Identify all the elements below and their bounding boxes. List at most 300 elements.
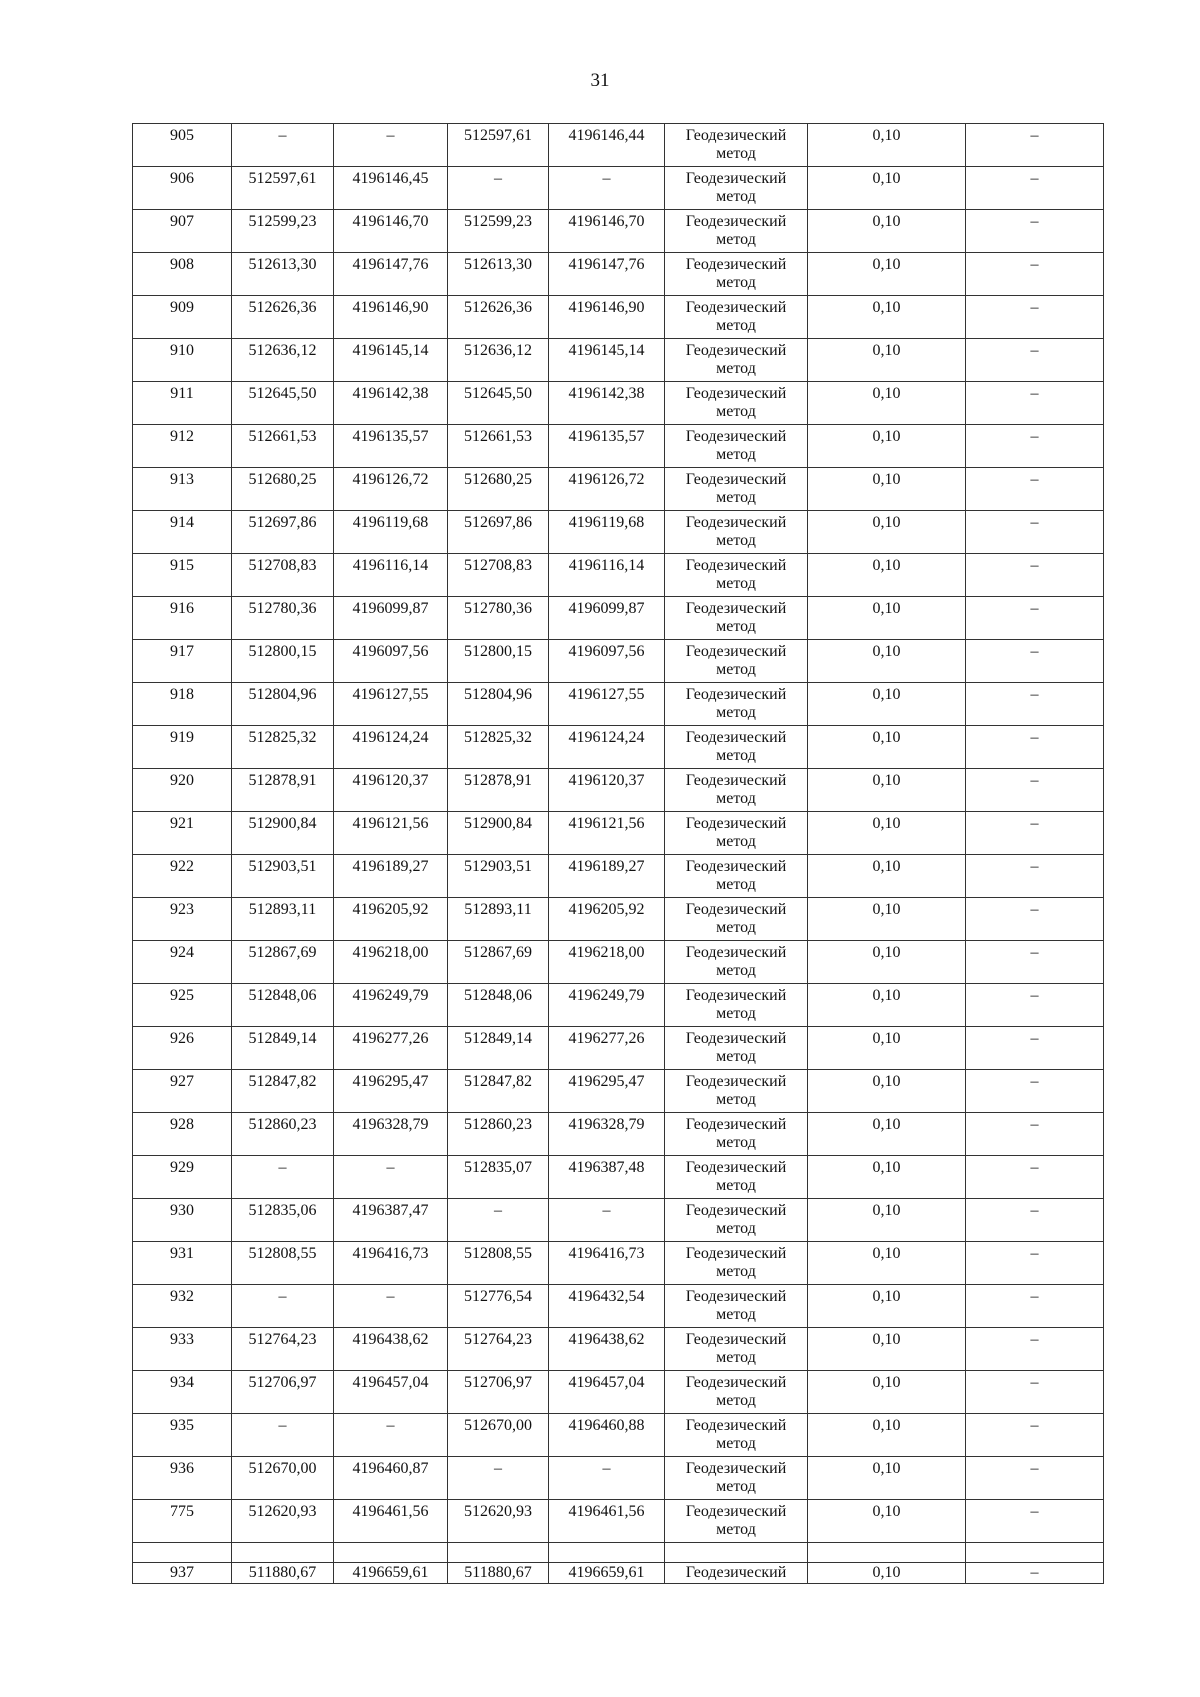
cell-method: Геодезический метод — [665, 1414, 808, 1457]
empty-cell — [448, 1543, 549, 1563]
cell-y-existing: 4196121,56 — [334, 812, 448, 855]
cell-description: – — [966, 554, 1104, 597]
cell-description: – — [966, 1113, 1104, 1156]
cell-point-number: 923 — [133, 898, 232, 941]
cell-point-number: 930 — [133, 1199, 232, 1242]
cell-x-new: 512860,23 — [448, 1113, 549, 1156]
cell-description: – — [966, 984, 1104, 1027]
cell-y-existing: 4196249,79 — [334, 984, 448, 1027]
cell-y-new: 4196145,14 — [549, 339, 665, 382]
cell-accuracy: 0,10 — [808, 124, 966, 167]
empty-cell — [665, 1543, 808, 1563]
cell-x-existing: 512849,14 — [232, 1027, 334, 1070]
cell-x-new: 512636,12 — [448, 339, 549, 382]
cell-x-existing: 512808,55 — [232, 1242, 334, 1285]
cell-point-number: 913 — [133, 468, 232, 511]
cell-y-existing: 4196145,14 — [334, 339, 448, 382]
cell-accuracy: 0,10 — [808, 1563, 966, 1584]
cell-x-existing: 512804,96 — [232, 683, 334, 726]
table-row — [133, 511, 1104, 554]
table-row — [133, 124, 1104, 167]
cell-description: – — [966, 1328, 1104, 1371]
cell-x-new: 512903,51 — [448, 855, 549, 898]
table-row — [133, 1070, 1104, 1113]
cell-x-new: 512835,07 — [448, 1156, 549, 1199]
cell-method: Геодезический метод — [665, 382, 808, 425]
cell-x-existing: 512697,86 — [232, 511, 334, 554]
cell-x-existing: 512900,84 — [232, 812, 334, 855]
cell-x-new: 512800,15 — [448, 640, 549, 683]
cell-description: – — [966, 1156, 1104, 1199]
cell-x-new: 512626,36 — [448, 296, 549, 339]
cell-accuracy: 0,10 — [808, 1500, 966, 1543]
cell-y-existing: – — [334, 1285, 448, 1328]
table-row — [133, 339, 1104, 382]
cell-y-new: 4196432,54 — [549, 1285, 665, 1328]
cell-x-new: 512825,32 — [448, 726, 549, 769]
cell-method: Геодезический метод — [665, 339, 808, 382]
cell-point-number: 921 — [133, 812, 232, 855]
table-row — [133, 640, 1104, 683]
cell-accuracy: 0,10 — [808, 468, 966, 511]
cell-x-existing: 512636,12 — [232, 339, 334, 382]
empty-cell — [966, 1543, 1104, 1563]
cell-description: – — [966, 1070, 1104, 1113]
cell-description: – — [966, 425, 1104, 468]
cell-y-existing: 4196119,68 — [334, 511, 448, 554]
cell-point-number: 910 — [133, 339, 232, 382]
empty-row — [133, 1543, 1104, 1563]
cell-x-existing: 512835,06 — [232, 1199, 334, 1242]
cell-method: Геодезический метод — [665, 1156, 808, 1199]
cell-y-new: 4196116,14 — [549, 554, 665, 597]
cell-description: – — [966, 1285, 1104, 1328]
cell-x-existing: 512626,36 — [232, 296, 334, 339]
cell-y-existing: 4196328,79 — [334, 1113, 448, 1156]
cell-y-existing: 4196124,24 — [334, 726, 448, 769]
cell-y-existing: 4196116,14 — [334, 554, 448, 597]
table-row — [133, 855, 1104, 898]
empty-cell — [549, 1543, 665, 1563]
cell-method: Геодезический метод — [665, 898, 808, 941]
cell-y-existing: 4196387,47 — [334, 1199, 448, 1242]
cell-point-number: 932 — [133, 1285, 232, 1328]
cell-y-existing: 4196457,04 — [334, 1371, 448, 1414]
cell-accuracy: 0,10 — [808, 210, 966, 253]
cell-accuracy: 0,10 — [808, 167, 966, 210]
cell-accuracy: 0,10 — [808, 812, 966, 855]
cell-x-existing: 512867,69 — [232, 941, 334, 984]
cell-description: – — [966, 124, 1104, 167]
cell-y-existing: 4196099,87 — [334, 597, 448, 640]
cell-y-new: 4196119,68 — [549, 511, 665, 554]
cell-x-existing: 512597,61 — [232, 167, 334, 210]
cell-y-new: 4196189,27 — [549, 855, 665, 898]
cell-x-existing: 512780,36 — [232, 597, 334, 640]
cell-description: – — [966, 941, 1104, 984]
cell-x-new: – — [448, 1199, 549, 1242]
cell-point-number: 927 — [133, 1070, 232, 1113]
cell-accuracy: 0,10 — [808, 984, 966, 1027]
cell-y-existing: 4196146,45 — [334, 167, 448, 210]
cell-point-number: 917 — [133, 640, 232, 683]
cell-x-existing: 512893,11 — [232, 898, 334, 941]
cell-y-new: 4196416,73 — [549, 1242, 665, 1285]
cell-method: Геодезический метод — [665, 1070, 808, 1113]
cell-description: – — [966, 1371, 1104, 1414]
cell-y-existing: – — [334, 1414, 448, 1457]
cell-x-existing: 512613,30 — [232, 253, 334, 296]
cell-x-new: 512645,50 — [448, 382, 549, 425]
cell-x-new: 512620,93 — [448, 1500, 549, 1543]
cell-method: Геодезический метод — [665, 597, 808, 640]
cell-y-new: 4196146,44 — [549, 124, 665, 167]
cell-x-new: 512893,11 — [448, 898, 549, 941]
cell-y-existing: 4196142,38 — [334, 382, 448, 425]
cell-y-new: 4196097,56 — [549, 640, 665, 683]
cell-method: Геодезический метод — [665, 468, 808, 511]
cell-y-new: 4196659,61 — [549, 1563, 665, 1584]
cell-point-number: 937 — [133, 1563, 232, 1584]
cell-description: – — [966, 1563, 1104, 1584]
empty-cell — [232, 1543, 334, 1563]
cell-y-existing: – — [334, 124, 448, 167]
table-row — [133, 984, 1104, 1027]
cell-method: Геодезический метод — [665, 1371, 808, 1414]
cell-point-number: 922 — [133, 855, 232, 898]
table-row — [133, 812, 1104, 855]
cell-x-new: 511880,67 — [448, 1563, 549, 1584]
cell-accuracy: 0,10 — [808, 1113, 966, 1156]
cell-y-new: 4196099,87 — [549, 597, 665, 640]
cell-point-number: 914 — [133, 511, 232, 554]
cell-x-new: 512599,23 — [448, 210, 549, 253]
cell-description: – — [966, 683, 1104, 726]
cell-description: – — [966, 1242, 1104, 1285]
cell-accuracy: 0,10 — [808, 726, 966, 769]
cell-method: Геодезический метод — [665, 1113, 808, 1156]
cell-accuracy: 0,10 — [808, 1242, 966, 1285]
cell-description: – — [966, 597, 1104, 640]
table-row — [133, 1242, 1104, 1285]
cell-accuracy: 0,10 — [808, 1070, 966, 1113]
cell-y-existing: 4196659,61 — [334, 1563, 448, 1584]
cell-accuracy: 0,10 — [808, 339, 966, 382]
cell-x-new: 512867,69 — [448, 941, 549, 984]
cell-method: Геодезический метод — [665, 124, 808, 167]
cell-x-new: 512764,23 — [448, 1328, 549, 1371]
cell-description: – — [966, 339, 1104, 382]
cell-point-number: 920 — [133, 769, 232, 812]
cell-y-existing: – — [334, 1156, 448, 1199]
cell-accuracy: 0,10 — [808, 1371, 966, 1414]
cell-y-existing: 4196147,76 — [334, 253, 448, 296]
cell-x-existing: – — [232, 124, 334, 167]
table-row — [133, 898, 1104, 941]
cell-y-new: 4196120,37 — [549, 769, 665, 812]
cell-x-existing: 512903,51 — [232, 855, 334, 898]
cell-point-number: 929 — [133, 1156, 232, 1199]
cell-y-new: 4196218,00 — [549, 941, 665, 984]
cell-y-new: 4196328,79 — [549, 1113, 665, 1156]
cell-x-existing: 512848,06 — [232, 984, 334, 1027]
cell-point-number: 931 — [133, 1242, 232, 1285]
cell-y-new: 4196135,57 — [549, 425, 665, 468]
cell-x-new: 512680,25 — [448, 468, 549, 511]
cell-y-new: 4196277,26 — [549, 1027, 665, 1070]
cell-x-new: 512847,82 — [448, 1070, 549, 1113]
cell-y-new: 4196126,72 — [549, 468, 665, 511]
cell-y-existing: 4196146,90 — [334, 296, 448, 339]
table-row — [133, 1113, 1104, 1156]
cell-accuracy: 0,10 — [808, 1199, 966, 1242]
cell-method: Геодезический метод — [665, 726, 808, 769]
cell-x-existing: 512764,23 — [232, 1328, 334, 1371]
cell-point-number: 935 — [133, 1414, 232, 1457]
cell-x-new: 512706,97 — [448, 1371, 549, 1414]
cell-accuracy: 0,10 — [808, 382, 966, 425]
cell-description: – — [966, 1199, 1104, 1242]
cell-accuracy: 0,10 — [808, 554, 966, 597]
table-row — [133, 726, 1104, 769]
cell-y-existing: 4196120,37 — [334, 769, 448, 812]
cell-x-new: 512808,55 — [448, 1242, 549, 1285]
cell-method: Геодезический метод — [665, 167, 808, 210]
cell-method: Геодезический метод — [665, 296, 808, 339]
table-row — [133, 1457, 1104, 1500]
cell-accuracy: 0,10 — [808, 253, 966, 296]
cell-accuracy: 0,10 — [808, 769, 966, 812]
table-row — [133, 1500, 1104, 1543]
cell-point-number: 912 — [133, 425, 232, 468]
cell-x-new: 512697,86 — [448, 511, 549, 554]
table-row-last — [133, 1563, 1104, 1584]
cell-description: – — [966, 898, 1104, 941]
cell-description: – — [966, 640, 1104, 683]
cell-method: Геодезический метод — [665, 812, 808, 855]
cell-point-number: 775 — [133, 1500, 232, 1543]
cell-x-new: 512849,14 — [448, 1027, 549, 1070]
cell-method: Геодезический метод — [665, 425, 808, 468]
cell-y-existing: 4196126,72 — [334, 468, 448, 511]
cell-accuracy: 0,10 — [808, 683, 966, 726]
cell-method: Геодезический метод — [665, 511, 808, 554]
cell-y-existing: 4196218,00 — [334, 941, 448, 984]
cell-x-new: 512776,54 — [448, 1285, 549, 1328]
cell-accuracy: 0,10 — [808, 1328, 966, 1371]
cell-x-existing: 512620,93 — [232, 1500, 334, 1543]
cell-point-number: 936 — [133, 1457, 232, 1500]
cell-description: – — [966, 812, 1104, 855]
cell-point-number: 907 — [133, 210, 232, 253]
cell-point-number: 909 — [133, 296, 232, 339]
cell-y-new: 4196146,90 — [549, 296, 665, 339]
cell-y-new: 4196127,55 — [549, 683, 665, 726]
table-row — [133, 1027, 1104, 1070]
cell-y-new: 4196457,04 — [549, 1371, 665, 1414]
cell-y-existing: 4196277,26 — [334, 1027, 448, 1070]
empty-cell — [133, 1543, 232, 1563]
cell-x-new: 512670,00 — [448, 1414, 549, 1457]
cell-x-existing: 512645,50 — [232, 382, 334, 425]
cell-y-new: – — [549, 167, 665, 210]
cell-description: – — [966, 210, 1104, 253]
table-body — [133, 124, 1104, 1584]
empty-cell — [334, 1543, 448, 1563]
cell-method: Геодезический метод — [665, 1027, 808, 1070]
table-row — [133, 382, 1104, 425]
cell-x-existing: 512878,91 — [232, 769, 334, 812]
cell-x-new: 512613,30 — [448, 253, 549, 296]
cell-accuracy: 0,10 — [808, 855, 966, 898]
cell-method: Геодезический метод — [665, 855, 808, 898]
cell-description: – — [966, 1500, 1104, 1543]
cell-y-existing: 4196146,70 — [334, 210, 448, 253]
table-row — [133, 1199, 1104, 1242]
cell-x-existing: 512599,23 — [232, 210, 334, 253]
cell-y-new: 4196295,47 — [549, 1070, 665, 1113]
cell-description: – — [966, 1027, 1104, 1070]
cell-description: – — [966, 769, 1104, 812]
cell-y-existing: 4196295,47 — [334, 1070, 448, 1113]
cell-x-existing: 512670,00 — [232, 1457, 334, 1500]
cell-x-new: 512878,91 — [448, 769, 549, 812]
cell-x-new: 512804,96 — [448, 683, 549, 726]
cell-y-new: 4196205,92 — [549, 898, 665, 941]
cell-method: Геодезический — [665, 1563, 808, 1584]
table-row — [133, 941, 1104, 984]
cell-method: Геодезический метод — [665, 554, 808, 597]
cell-method: Геодезический метод — [665, 769, 808, 812]
empty-cell — [808, 1543, 966, 1563]
cell-accuracy: 0,10 — [808, 1414, 966, 1457]
table-row — [133, 468, 1104, 511]
cell-point-number: 924 — [133, 941, 232, 984]
coordinates-table — [132, 123, 1104, 1584]
cell-x-existing: – — [232, 1156, 334, 1199]
cell-x-new: 512661,53 — [448, 425, 549, 468]
cell-x-new: 512848,06 — [448, 984, 549, 1027]
cell-accuracy: 0,10 — [808, 1156, 966, 1199]
page-number: 31 — [590, 70, 610, 91]
cell-method: Геодезический метод — [665, 984, 808, 1027]
table-row — [133, 769, 1104, 812]
cell-y-new: 4196124,24 — [549, 726, 665, 769]
cell-y-new: 4196387,48 — [549, 1156, 665, 1199]
cell-x-new: 512597,61 — [448, 124, 549, 167]
cell-point-number: 905 — [133, 124, 232, 167]
cell-description: – — [966, 1457, 1104, 1500]
cell-y-new: 4196142,38 — [549, 382, 665, 425]
cell-point-number: 933 — [133, 1328, 232, 1371]
cell-accuracy: 0,10 — [808, 1285, 966, 1328]
cell-point-number: 911 — [133, 382, 232, 425]
cell-x-existing: 512706,97 — [232, 1371, 334, 1414]
table-row — [133, 425, 1104, 468]
cell-x-existing: 512800,15 — [232, 640, 334, 683]
cell-method: Геодезический метод — [665, 210, 808, 253]
cell-method: Геодезический метод — [665, 1199, 808, 1242]
cell-y-new: – — [549, 1457, 665, 1500]
cell-method: Геодезический метод — [665, 941, 808, 984]
table-row — [133, 1371, 1104, 1414]
cell-description: – — [966, 726, 1104, 769]
table-row — [133, 1156, 1104, 1199]
cell-point-number: 926 — [133, 1027, 232, 1070]
cell-description: – — [966, 511, 1104, 554]
cell-y-existing: 4196189,27 — [334, 855, 448, 898]
cell-accuracy: 0,10 — [808, 640, 966, 683]
cell-x-existing: 512661,53 — [232, 425, 334, 468]
cell-y-existing: 4196097,56 — [334, 640, 448, 683]
cell-method: Геодезический метод — [665, 640, 808, 683]
cell-y-existing: 4196416,73 — [334, 1242, 448, 1285]
cell-point-number: 915 — [133, 554, 232, 597]
cell-method: Геодезический метод — [665, 1328, 808, 1371]
cell-x-existing: – — [232, 1285, 334, 1328]
cell-description: – — [966, 382, 1104, 425]
cell-accuracy: 0,10 — [808, 425, 966, 468]
cell-x-existing: 511880,67 — [232, 1563, 334, 1584]
table-row — [133, 597, 1104, 640]
cell-y-new: 4196438,62 — [549, 1328, 665, 1371]
table-row — [133, 1328, 1104, 1371]
cell-x-existing: 512847,82 — [232, 1070, 334, 1113]
table-row — [133, 210, 1104, 253]
cell-accuracy: 0,10 — [808, 898, 966, 941]
cell-y-existing: 4196127,55 — [334, 683, 448, 726]
table-row — [133, 554, 1104, 597]
cell-x-existing: 512680,25 — [232, 468, 334, 511]
cell-point-number: 916 — [133, 597, 232, 640]
table-row — [133, 167, 1104, 210]
cell-method: Геодезический метод — [665, 683, 808, 726]
cell-x-existing: – — [232, 1414, 334, 1457]
cell-y-existing: 4196135,57 — [334, 425, 448, 468]
cell-accuracy: 0,10 — [808, 511, 966, 554]
cell-method: Геодезический метод — [665, 1500, 808, 1543]
cell-accuracy: 0,10 — [808, 296, 966, 339]
cell-x-existing: 512708,83 — [232, 554, 334, 597]
cell-method: Геодезический метод — [665, 1242, 808, 1285]
cell-y-new: 4196147,76 — [549, 253, 665, 296]
cell-point-number: 928 — [133, 1113, 232, 1156]
cell-x-new: – — [448, 167, 549, 210]
cell-y-new: 4196249,79 — [549, 984, 665, 1027]
cell-point-number: 908 — [133, 253, 232, 296]
cell-method: Геодезический метод — [665, 1285, 808, 1328]
table-row — [133, 253, 1104, 296]
table-row — [133, 1414, 1104, 1457]
cell-y-existing: 4196205,92 — [334, 898, 448, 941]
cell-x-existing: 512825,32 — [232, 726, 334, 769]
cell-y-new: – — [549, 1199, 665, 1242]
cell-point-number: 906 — [133, 167, 232, 210]
cell-description: – — [966, 167, 1104, 210]
cell-method: Геодезический метод — [665, 1457, 808, 1500]
cell-x-new: 512780,36 — [448, 597, 549, 640]
cell-y-new: 4196121,56 — [549, 812, 665, 855]
cell-accuracy: 0,10 — [808, 941, 966, 984]
cell-method: Геодезический метод — [665, 253, 808, 296]
cell-point-number: 934 — [133, 1371, 232, 1414]
cell-accuracy: 0,10 — [808, 597, 966, 640]
cell-y-existing: 4196438,62 — [334, 1328, 448, 1371]
cell-description: – — [966, 1414, 1104, 1457]
cell-point-number: 918 — [133, 683, 232, 726]
cell-y-new: 4196460,88 — [549, 1414, 665, 1457]
cell-description: – — [966, 253, 1104, 296]
